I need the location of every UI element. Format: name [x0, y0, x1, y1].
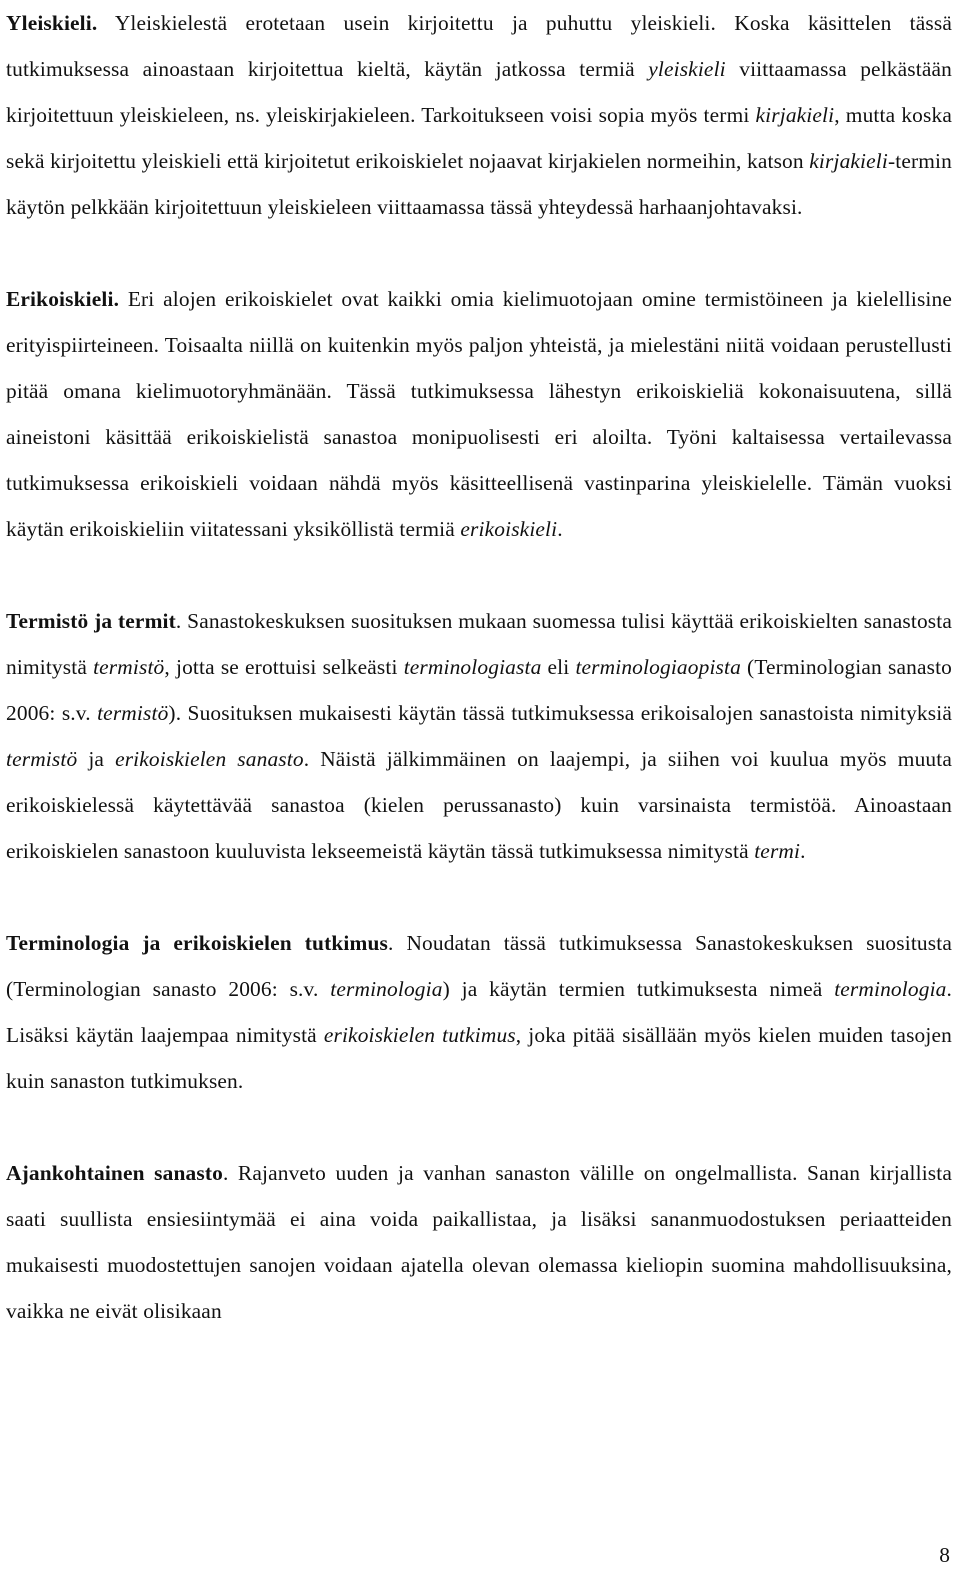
paragraph-term: Termistö ja termit — [6, 609, 176, 633]
paragraph — [6, 276, 952, 552]
italic-term: terminologia — [330, 977, 443, 1001]
page-number: 8 — [939, 1543, 950, 1567]
paragraph-term: Ajankohtainen sanasto — [6, 1161, 223, 1185]
text-segment: , jotta se erottuisi selkeästi — [164, 655, 404, 679]
italic-term: termi — [754, 839, 801, 863]
italic-term: termistö — [97, 701, 169, 725]
text-segment: (Terminologian sanasto 2006: s.v. — [6, 655, 953, 725]
text-segment: . — [800, 839, 806, 863]
italic-term: kirjakieli — [755, 103, 835, 127]
paragraph — [6, 920, 952, 1104]
body-text — [6, 0, 952, 1334]
text-segment: . Näistä jälkimmäinen on laajempi, ja siihen voi kuulua myös muuta erikoiskielessä käytettävää sanastoa (kielen perussanasto) kuin varsinaista termistöä. Ainoastaan erikoiskielen sanastoon kuuluvista lekseemeistä käytän tässä tutkimuksessa nimitystä — [6, 747, 952, 863]
text-segment: ). Suosituksen mukaisesti käytän tässä tutkimuksessa erikoisalojen sanastoista nimityksiä — [168, 701, 952, 725]
italic-term: yleiskieli — [648, 57, 726, 81]
italic-term: termistö — [93, 655, 165, 679]
text-segment: ) ja käytän termien tutkimuksesta nimeä — [442, 977, 835, 1001]
italic-term: terminologia — [834, 977, 947, 1001]
paragraph — [6, 1150, 952, 1334]
italic-term: erikoiskielen tutkimus — [323, 1023, 516, 1047]
italic-term: erikoiskieli — [460, 517, 558, 541]
text-segment: -termin käytön pelkkään kirjoitettuun yleiskieleen viittaamassa tässä yhteydessä harhaanjohtavaksi. — [6, 149, 952, 219]
italic-term: terminologiasta — [403, 655, 542, 679]
italic-term: kirjakieli — [809, 149, 888, 173]
text-segment: viittaamassa pelkästään kirjoitettuun yleiskieleen, ns. yleiskirjakieleen. Tarkoitukseen voisi sopia myös termi — [6, 57, 952, 127]
text-segment: ja — [77, 747, 116, 771]
text-segment: Eri alojen erikoiskielet ovat kaikki omia kielimuotojaan omine termistöineen ja kielellisine erityispiirteineen. Toisaalta niillä on kuitenkin myös paljon yhteistä, ja mielestäni niitä voidaan perustellusti pitää omana kielimuotoryhmänään. Tässä tutkimuksessa lähestyn erikoiskieliä kokonaisuutena, sillä aineistoni käsittää erikoiskielistä sanastoa monipuolisesti eri aloilta. Työni kaltaisessa vertailevassa tutkimuksessa erikoiskieli voidaan nähdä myös käsitteellisenä vastinparina yleiskielelle. Tämän vuoksi käytän erikoiskieliin viitatessani yksiköllistä termiä — [6, 287, 952, 541]
italic-term: termistö — [6, 747, 78, 771]
paragraph-term: Erikoiskieli. — [6, 287, 120, 311]
text-segment: . Sanastokeskuksen suosituksen mukaan suomessa tulisi käyttää erikoiskielten sanastosta nimitystä — [6, 609, 953, 679]
paragraph-term: Yleiskieli. — [6, 11, 98, 35]
italic-term: terminologiaopista — [575, 655, 741, 679]
document-page — [6, 0, 952, 1334]
text-segment: . Rajanveto uuden ja vanhan sanaston välille on ongelmallista. Sanan kirjallista saati suullista ensiesiintymää ei aina voida paikallistaa, ja lisäksi sananmuodostuksen periaatteiden mukaisesti muodostettujen sanojen voidaan ajatella olevan olemassa kieliopin suomina mahdollisuuksina, vaikka ne eivät olisikaan — [6, 1161, 952, 1323]
text-segment: eli — [541, 655, 576, 679]
text-segment: . Lisäksi käytän laajempaa nimitystä — [6, 977, 953, 1047]
text-segment: Yleiskielestä erotetaan usein kirjoitettu ja puhuttu yleiskieli. Koska käsittelen tässä tutkimuksessa ainoastaan kirjoitettua kieltä, käytän jatkossa termiä — [6, 11, 952, 81]
text-segment: , joka pitää sisällään myös kielen muiden tasojen kuin sanaston tutkimuksen. — [6, 1023, 952, 1093]
paragraph — [6, 598, 952, 874]
paragraph-term: Terminologia ja erikoiskielen tutkimus — [6, 931, 388, 955]
text-segment: , mutta koska sekä kirjoitettu yleiskieli että kirjoitetut erikoiskielet nojaavat kirjakielen normeihin, katson — [6, 103, 952, 173]
text-segment: . — [557, 517, 563, 541]
italic-term: erikoiskielen sanasto — [115, 747, 304, 771]
paragraph — [6, 0, 952, 230]
text-segment: . Noudatan tässä tutkimuksessa Sanastokeskuksen suositusta (Terminologian sanasto 2006: s.v. — [6, 931, 952, 1001]
